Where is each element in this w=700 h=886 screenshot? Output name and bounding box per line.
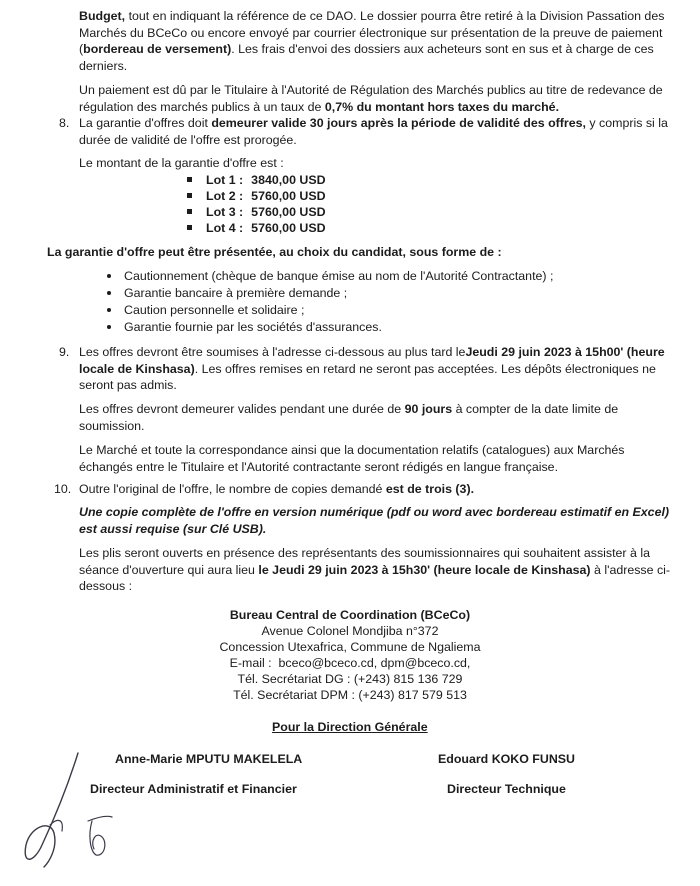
redevance-paragraph: Un paiement est dû par le Titulaire à l'Autorité de Régulation des Marchés publics au titre de redevance de régulation des marchés publics à un taux de 0,7% du montant hors taxes du marché. [79,83,663,114]
lot-2: Lot 2 : 5760,00 USD [187,188,326,205]
left-signatory-title: Directeur Administratif et Financier [90,782,297,796]
lot-1: Lot 1 : 3840,00 USD [187,172,326,189]
address-tel-dpm: Tél. Secrétariat DPM : (+243) 817 579 513 [233,688,467,702]
bullet-dot-icon [107,291,111,295]
intro-bold: Budget, [79,9,126,23]
validity-paragraph: Les offres devront demeurer valides pendant une durée de 90 jours à compter de la date limite de soumission. [79,402,619,433]
bullet-square-icon [187,177,192,182]
address-street: Avenue Colonel Mondjiba n°372 [261,624,439,638]
item-8-number: 8. [59,116,70,130]
email-link[interactable]: bceco@bceco.cd, dpm@bceco.cd, [278,656,471,670]
left-signatory-name: Anne-Marie MPUTU MAKELELA [115,752,303,766]
item-10-paragraph: Outre l'original de l'offre, le nombre de copies demandé est de trois (3). [79,482,475,496]
bullet-dot-icon [107,274,111,278]
garantie-item: Garantie bancaire à première demande ; [107,285,347,302]
item-9-paragraph: Les offres devront être soumises à l'adresse ci-dessous au plus tard leJeudi 29 juin 2023 à 15h00' (heure locale de Kinshasa). Les offres remises en retard ne seront pas acceptées. Les dépôts électroniques ne seront pas admis. [79,345,665,392]
garantie-heading: La garantie d'offre peut être présentée, au choix du candidat, sous forme de : [47,245,502,259]
montant-garantie: Le montant de la garantie d'offre est : [79,156,284,170]
bullet-square-icon [187,193,192,198]
lot-3: Lot 3 : 5760,00 USD [187,204,326,221]
right-signatory-name: Edouard KOKO FUNSU [438,752,575,766]
direction-heading: Pour la Direction Générale [272,720,428,734]
address-email: E-mail : bceco@bceco.cd, dpm@bceco.cd, [229,656,471,670]
langue-paragraph: Le Marché et toute la correspondance ainsi que la documentation relatifs (catalogues) aux Marchés échangés entre le Titulaire et l'Autorité contractante seront rédigés en langue française. [79,443,625,474]
lot-4: Lot 4 : 5760,00 USD [187,220,326,237]
bullet-dot-icon [107,308,111,312]
garantie-item: Garantie fournie par les sociétés d'assurances. [107,319,382,336]
handwritten-signature [20,745,130,875]
address-concession: Concession Utexafrica, Commune de Ngaliema [219,640,481,654]
ouverture-paragraph: Les plis seront ouverts en présence des représentants des soumissionnaires qui souhaitent assister à la séance d'ouverture qui aura lieu le Jeudi 29 juin 2023 à 15h30' (heure locale de Kinshasa) à l'adresse ci- dessous : [79,546,671,593]
item-10-number: 10. [54,482,72,496]
right-signatory-title: Directeur Technique [447,782,566,796]
bullet-square-icon [187,209,192,214]
address-name: Bureau Central de Coordination (BCeCo) [229,608,471,622]
item-8-paragraph: La garantie d'offres doit demeurer valide 30 jours après la période de validité des offres, y compris si la durée de validité de l'offre est prorogée. [79,116,668,147]
garantie-item: Cautionnement (chèque de banque émise au nom de l'Autorité Contractante) ; [107,268,553,285]
item-9-number: 9. [59,345,70,359]
bullet-square-icon [187,225,192,230]
intro-paragraph: Budget, tout en indiquant la référence de ce DAO. Le dossier pourra être retiré à la Division Passation des Marchés du BCeCo ou encore envoyé par courrier électronique sur présentation de la preuve de paiement (bordereau de versement). Les frais d'envoi des dossiers aux acheteurs sont en sus et à charge de ces derniers. [79,9,665,73]
bullet-dot-icon [107,325,111,329]
garantie-item: Caution personnelle et solidaire ; [107,302,304,319]
copie-paragraph: Une copie complète de l'offre en version numérique (pdf ou word avec bordereau estimatif en Excel) est aussi requise (sur Clé USB). [79,505,670,536]
address-tel-dg: Tél. Secrétariat DG : (+243) 815 136 729 [237,672,463,686]
